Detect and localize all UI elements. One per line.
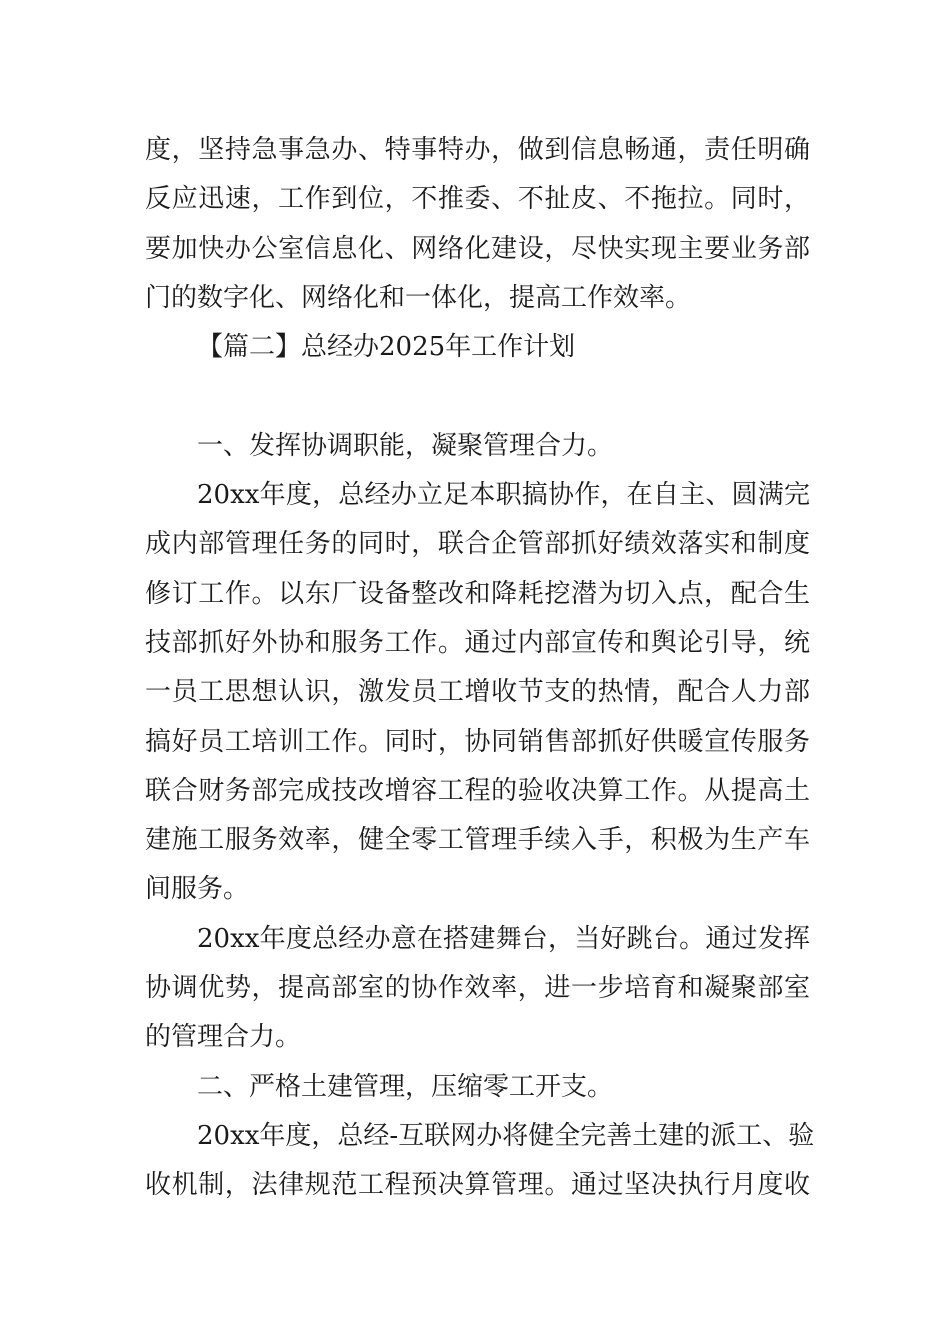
- text-line: 20xx年度总经办意在搭建舞台，当好跳台。通过发挥: [197, 923, 810, 954]
- text-line: 要加快办公室信息化、网络化建设，尽快实现主要业务部: [145, 233, 810, 264]
- text-line: 二、严格土建管理，压缩零工开支。: [197, 1071, 614, 1102]
- text-line: 搞好员工培训工作。同时，协同销售部抓好供暖宣传服务: [145, 726, 810, 757]
- text-line: 协调优势，提高部室的协作效率，进一步培育和凝聚部室: [145, 973, 810, 1004]
- document-body: [145, 126, 815, 1211]
- text-line: 技部抓好外协和服务工作。通过内部宣传和舆论引导，统: [145, 627, 810, 658]
- text-line: 一员工思想认识，激发员工增收节支的热情，配合人力部: [145, 677, 810, 708]
- text-line: 收机制，法律规范工程预决算管理。通过坚决执行月度收: [145, 1170, 810, 1201]
- section-heading: 【篇二】总经办2025年工作计划: [197, 332, 576, 363]
- text-line: 成内部管理任务的同时，联合企管部抓好绩效落实和制度: [145, 529, 810, 560]
- text-line: 的管理合力。: [145, 1022, 302, 1053]
- text-line: 间服务。: [145, 874, 250, 905]
- text-line: 门的数字化、网络化和一体化，提高工作效率。: [145, 282, 692, 313]
- text-line: 20xx年度，总经办立足本职搞协作，在自主、圆满完: [197, 480, 810, 511]
- text-line: 修订工作。以东厂设备整改和降耗挖潜为切入点，配合生: [145, 578, 810, 609]
- text-line: 度，坚持急事急办、特事特办，做到信息畅通，责任明确: [145, 135, 810, 165]
- text-line: 一、发挥协调职能，凝聚管理合力。: [197, 430, 614, 461]
- text-line: 联合财务部完成技改增容工程的验收决算工作。从提高土: [145, 775, 810, 806]
- blank-line: [145, 372, 810, 421]
- text-line: 建施工服务效率，健全零工管理手续入手，积极为生产车: [145, 825, 810, 856]
- text-line: 反应迅速，工作到位，不推委、不扯皮、不拖拉。同时，: [145, 184, 810, 215]
- text-line: 20xx年度，总经-互联网办将健全完善土建的派工、验: [197, 1120, 815, 1151]
